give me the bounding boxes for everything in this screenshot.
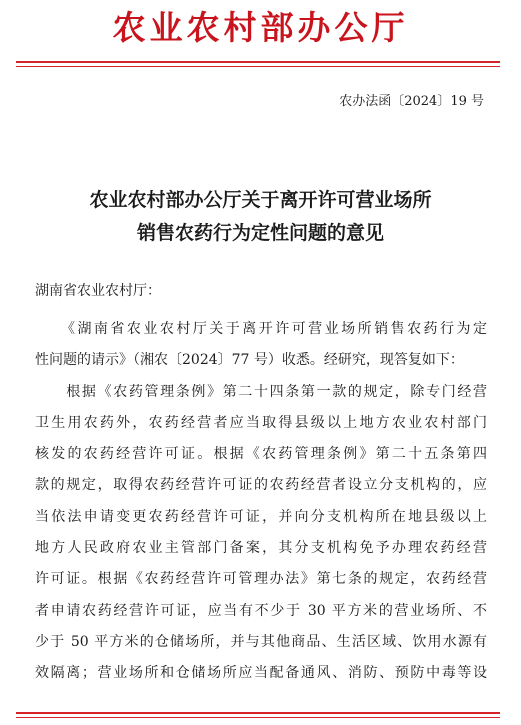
- footer-rule-thin: [16, 717, 500, 718]
- issuing-org-header: 农业农村部办公厅: [112, 8, 409, 47]
- body-line: 核发的农药经营许可证。根据《农药管理条例》第二十五条第四: [35, 446, 487, 463]
- salutation: 湖南省农业农村厅：: [35, 283, 161, 299]
- body-text: [35, 314, 487, 690]
- body-line: 《湖南省农业农村厅关于离开许可营业场所销售农药行为定: [35, 321, 487, 337]
- footer-rule-thick: [16, 712, 500, 714]
- body-line: 卫生用农药外，农药经营者应当取得县级以上地方农业农村部门: [35, 414, 487, 431]
- header-rule-thick: [16, 61, 500, 63]
- body-line: 地方人民政府农业主管部门备案，其分支机构免予办理农药经营: [35, 540, 487, 557]
- body-line: 少于 50 平方米的仓储场所，并与其他商品、生活区域、饮用水源有: [35, 633, 487, 650]
- body-line: 性问题的请示》（湘农〔2024〕77 号）收悉。经研究，现答复如下：: [35, 352, 464, 369]
- body-line: 款的规定，取得农药经营许可证的农药经营者设立分支机构的，应: [35, 477, 487, 494]
- document-title: [0, 184, 521, 250]
- document-title-line-2: 销售农药行为定性问题的意见: [136, 222, 384, 244]
- document-title-line-1: 农业农村部办公厅关于离开许可营业场所: [89, 189, 432, 211]
- body-line: 者申请农药经营许可证，应当有不少于 30 平方米的营业场所、不: [35, 602, 487, 619]
- body-line: 根据《农药管理条例》第二十四条第一款的规定，除专门经营: [35, 383, 487, 400]
- body-line: 许可证。根据《农药经营许可管理办法》第七条的规定，农药经营: [35, 571, 487, 588]
- body-line: 当依法申请变更农药经营许可证，并向分支机构所在地县级以上: [35, 508, 487, 525]
- document-number: 农办法函〔2024〕19 号: [339, 94, 484, 109]
- header-rule-thin: [16, 66, 500, 67]
- body-line: 效隔离；营业场所和仓储场所应当配备通风、消防、预防中毒等设: [35, 665, 487, 682]
